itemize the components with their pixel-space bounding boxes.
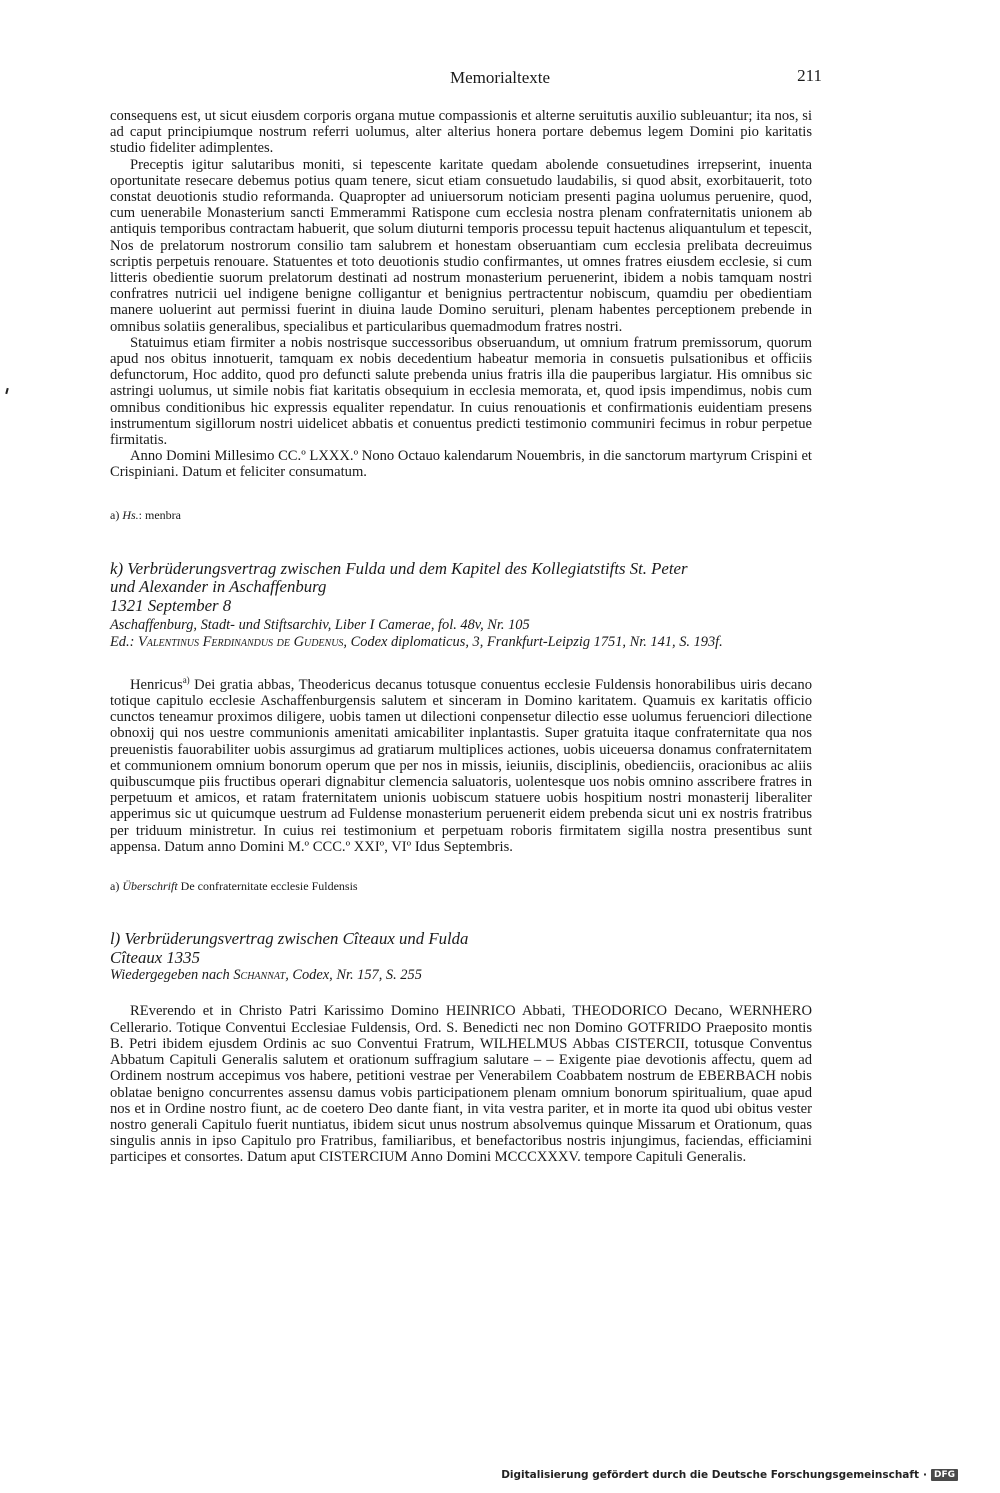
- footnote: a) Überschrift De confraternitate ecclesie Fuldensis: [110, 879, 358, 894]
- footer-credit: Digitalisierung gefördert durch die Deutsche Forschungsgemeinschaft · DFG: [501, 1469, 958, 1481]
- section-date: Cîteaux 1335: [110, 947, 200, 967]
- section-date: 1321 September 8: [110, 595, 232, 615]
- source-note: Wiedergegeben nach Schannat, Codex, Nr. 157, S. 255: [110, 967, 422, 984]
- page-body: [110, 108, 812, 1166]
- section-heading: k) Verbrüderungsvertrag zwischen Fulda und dem Kapitel des Kollegiatstifts St. Peter: [110, 558, 688, 578]
- paragraph: Anno Domini Millesimo CC.º LXXX.º Nono Octauo kalendarum Nouembris, in die sanctorum martyrum Crispini et Crispiniani. Datum et feliciter consumatum.: [110, 448, 812, 481]
- source-note: Aschaffenburg, Stadt- und Stiftsarchiv, Liber I Camerae, fol. 48v, Nr. 105: [110, 617, 530, 634]
- paragraph: consequens est, ut sicut eiusdem corporis organa mutue compassionis et alterne seruitutis auxilio subleuantur; ita nos, si ad caput principiumque nostrum referri uolumus, alter alterius honera portare debemus legem Domini pio karitatis studio fideliter adimplentes.: [110, 108, 812, 157]
- section-heading: l) Verbrüderungsvertrag zwischen Cîteaux und Fulda: [110, 929, 469, 949]
- page-number: 211: [797, 66, 822, 85]
- running-title: Memorialtexte: [449, 68, 551, 87]
- footnote: a) Hs.: menbra: [110, 507, 181, 522]
- margin-mark: [5, 388, 8, 394]
- dfg-logo-icon: DFG: [931, 1469, 958, 1481]
- paragraph: REverendo et in Christo Patri Karissimo Domino HEINRICO Abbati, THEODORICO Decano, WERNHERO Cellerario. Totique Conventui Ecclesiae Fuldensis, Ord. S. Benedicti nec non Domino GOTFRIDO Praeposito montis B. Petri ibidem ejusdem Ordinis ac suo Conventui Fratrum, WILHELMUS Abbas CISTERCII, totusque Conventus Abbatum Capituli Generalis salutem et orationum suffragium salutare – – Exigente piae devotionis affectu, quem ad Ordinem nostrum accepimus vos habere, petitioni vestrae per Venerabilem Coabbatem nostrum de EBERBACH nobis oblatae benigno concurrentes assensu damus vobis participationem plenam omnium bonorum spiritualium, quae apud nos et in Ordine nostro fiunt, ac de coetero Deo dante fiant, in vita vestra pariter, et in morte ita quod ubi obitus vester nostro generali Capitulo fuerit nuntiatus, ibidem sicut unus nostrum absolvemus quinque Missarum et Orationum, quas singulis annis in ipso Capitulo pro Fratribus, familiaribus, et benefactoribus nostris injungimus, faciendas, efficiamini participes et consortes. Datum aput CISTERCIUM Anno Domini MCCCXXXV. tempore Capituli Generalis.: [110, 1003, 812, 1166]
- paragraph: Henricus$^{a)}$ Dei gratia abbas, Theodericus decanus totusque conuentus ecclesie Fuldensis honorabilibus uiris decano totique capitulo ecclesie Aschaffenburgensis salutem et sinceram in Domino karitatem. Quamuis ex karitatis officio cunctos teneamur proximos diligere, uobis tamen ut dilectioni conpensetur dilectio esse uolumus feruenciori dilectione obnoxij qui nos uestre communionis amenitati amicabiliter inplantastis. Super gratuita itaque confraternitate qua nos preuenistis fauorabiliter uobis assurgimus ad gratiarum multiplices actiones, uobis uiceuersa donamus confraternitatem et communionem omnium bonorum operum que per nos in missis, ieiuniis, disciplinis, obedienciis, oracionibus ac aliis quibuscumque piis fructibus operari dignabitur clemencia saluatoris, uolentesque uos nobis omnino asscribere fratres in perpetuum et amicos, et ratam fraternitatem unionis uobiscum statuere uobis hospitium nostri monasterij liberaliter apperimus sic ut quicumque uestrum ad Fuldense monasterium peruenerit eidem prebenda sicut uni ex nostris fratribus per triduum ministretur. In cuius rei testimonium et perpetuam roboris firmitatem sigilla nostra presentibus sunt appensa. Datum anno Domini M.º CCC.º XXIº, VIº Idus Septembris.: [110, 674, 812, 855]
- edition-note: Ed.: Valentinus Ferdinandus de Gudenus, Codex diplomaticus, 3, Frankfurt-Leipzig 1751, Nr. 141, S. 193f.: [110, 633, 723, 650]
- paragraph: Preceptis igitur salutaribus moniti, si tepescente karitate quedam abolende consuetudines irrepserint, inuenta oportunitate resecare debemus potius quam tenere, sicut etiam consuetudo laudabilis, si quod absit, exorbitauerit, toto constat deuotionis studio reformanda. Quapropter ad uniuersorum noticiam presenti pagina uolumus peruenire, quod, cum uenerabile Monasterium sancti Emmerammi Ratispone cum ecclesia nostra plenam confraternitatis unionem ab antiquis temporibus contractam habuerit, que solum diuturni temporis processu tepuit hactenus aliquantulum et tepescit, Nos de prelatorum nostrorum consilio tam salubrem et honestam obseruantiam cum ecclesia prelibata decreuimus scriptis perpetuis renouare. Statuentes et toto deuotionis studio confirmantes, ut omnes fratres eiusdem ecclesie, si cum litteris obedientie suorum prelatorum destinati ad nostrum monasterium peruenerint, ibidem a nobis tamquam nostri confratres nutricii uel indigene benigne colligantur et benignius pertractentur nobiscum, quamdiu per obedientiam manere uoluerint aut permissi fuerint in diuina laude Domino seruituri, plenam habentes perceptionem prebende in omnibus solatiis generalibus, specialibus et particularibus quemadmodum fratres nostri.: [110, 156, 812, 335]
- section-heading-cont: und Alexander in Aschaffenburg: [110, 577, 327, 597]
- section-k: [110, 560, 812, 894]
- paragraph: Statuimus etiam firmiter a nobis nostrisque successoribus obseruandum, ut omnium fratrum premissorum, quorum apud nos obitus innotuerit, tamquam ex nobis decedentium habeatur memoria in consuetis pulsationibus et officiis defunctorum, Hoc addito, quod pro defuncti salute prebenda unius fratris illa die pauperibus largiatur. His omnibus sic astringi uolumus, ut simile nobis fiat karitatis obsequium in ecclesia memorata, et, quod ipsis impendimus, nobis cum omnibus conditionibus hic expressis equaliter rependatur. In cuius renouationis et confirmationis euidentiam presens instrumentum sigillorum nostri uidelicet abbatis et conuentus predicti testimonio communiri fecimus in robur perpetue firmitatis.: [110, 334, 812, 449]
- footer-credit-text: Digitalisierung gefördert durch die Deutsche Forschungsgemeinschaft: [501, 1469, 919, 1481]
- section-l: [110, 930, 812, 1165]
